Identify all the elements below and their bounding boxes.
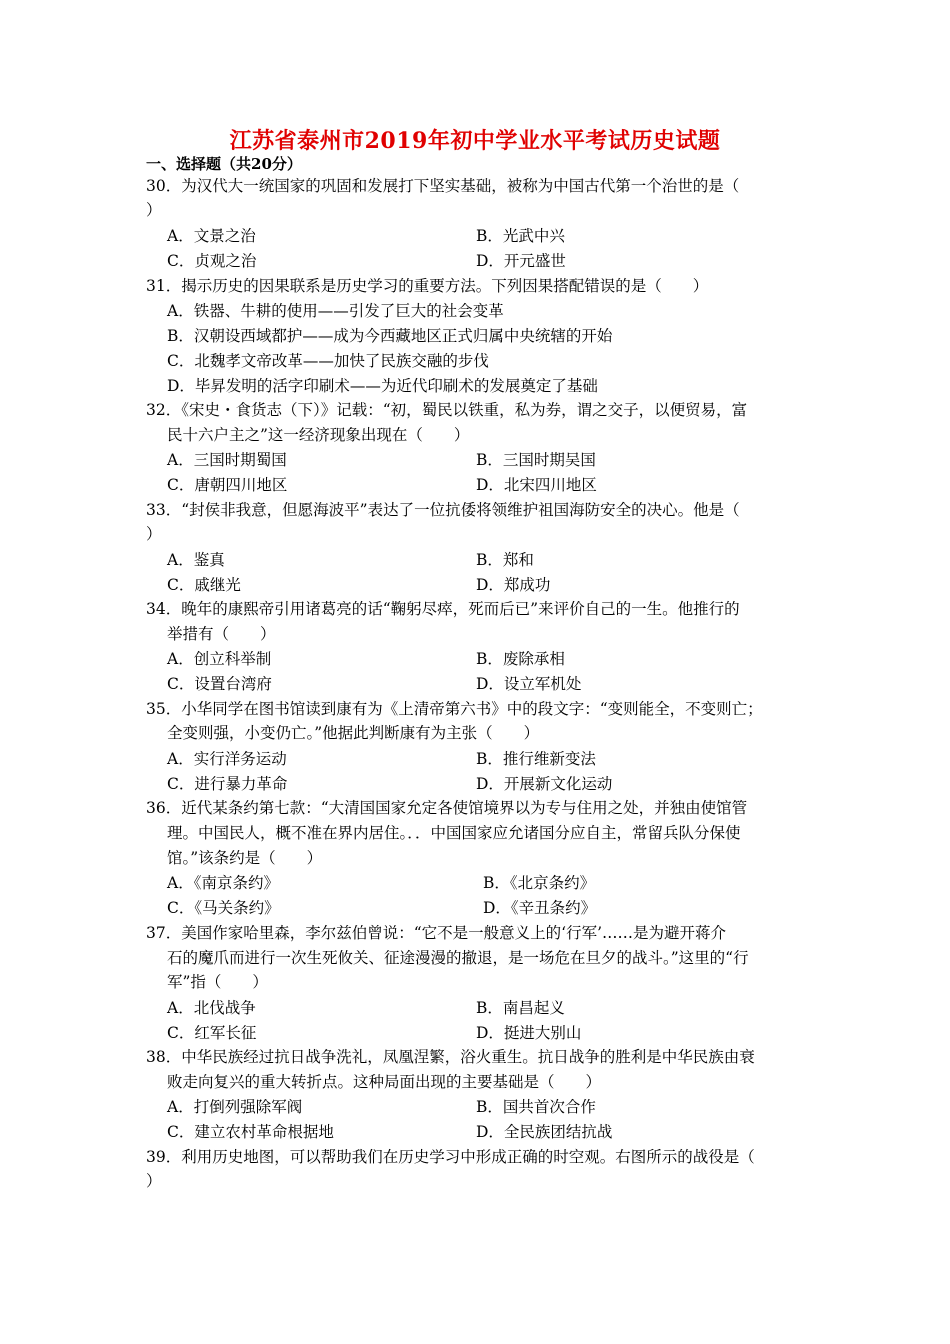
q32-option-b: B．三国时期吴国 [476, 451, 596, 469]
q38-option-d: D．全民族团结抗战 [476, 1123, 613, 1141]
q37-option-b: B．南昌起义 [476, 999, 565, 1017]
q32-option-d: D．北宋四川地区 [476, 476, 597, 494]
q34-option-b: B．废除承相 [476, 650, 565, 668]
q39-stem: 39．利用历史地图，可以帮助我们在历史学习中形成正确的时空观。右图所示的战役是（ [146, 1148, 755, 1166]
q32-stem-cont: 民十六户主之”这一经济现象出现在（ ） [167, 426, 470, 444]
q39-stem-cont: ） [146, 1172, 162, 1190]
q36-option-a: A．《南京条约》 [167, 874, 279, 892]
q31-option-c: C．北魏孝文帝改革——加快了民族交融的步伐 [167, 352, 489, 370]
q31-option-d: D．毕昇发明的活字印刷术——为近代印刷术的发展奠定了基础 [167, 377, 598, 395]
q35-option-a: A．实行洋务运动 [167, 750, 287, 768]
q34-option-c: C．设置台湾府 [167, 675, 272, 693]
q38-option-c: C．建立农村革命根据地 [167, 1123, 334, 1141]
q33-option-b: B．郑和 [476, 551, 534, 569]
q36-stem: 36．近代某条约第七款：“大清国国家允定各使馆境界以为专与住用之处，并独由使馆管 [146, 799, 748, 817]
q35-option-c: C．进行暴力革命 [167, 775, 288, 793]
q34-stem-cont: 举措有（ ） [167, 625, 276, 643]
q30-stem-cont: ） [146, 201, 162, 219]
q33-option-d: D．郑成功 [476, 576, 551, 594]
q38-stem: 38．中华民族经过抗日战争洗礼，凤凰涅繁，浴火重生。抗日战争的胜利是中华民族由衰 [146, 1048, 755, 1066]
q30-option-c: C．贞观之治 [167, 252, 257, 270]
q37-stem-cont2: 军”指（ ） [167, 973, 268, 991]
q33-stem-cont: ） [146, 525, 162, 543]
q32-option-c: C．唐朝四川地区 [167, 476, 288, 494]
q34-option-d: D．设立军机处 [476, 675, 582, 693]
q31-option-b: B．汉朝设西域都护——成为今西藏地区正式归属中央统辖的开始 [167, 327, 613, 345]
q35-option-d: D．开展新文化运动 [476, 775, 613, 793]
q30-stem: 30．为汉代大一统国家的巩固和发展打下坚实基础，被称为中国古代第一个治世的是（ [146, 177, 740, 195]
q35-option-b: B．推行维新变法 [476, 750, 596, 768]
section-heading: 一、选择题（共20分） [146, 155, 302, 173]
q36-option-c: C．《马关条约》 [167, 899, 280, 917]
q30-option-b: B．光武中兴 [476, 227, 565, 245]
q35-stem: 35．小华同学在图书馆读到康有为《上清帝第六书》中的段文字：“变则能全，不变则亡； [146, 700, 763, 718]
q36-option-b: B．《北京条约》 [483, 874, 596, 892]
q36-stem-cont2: 馆。”该条约是（ ） [167, 849, 323, 867]
q36-stem-cont: 理。中国民人，概不准在界内居住。．．中国国家应允诸国分应自主，常留兵队分保使 [167, 824, 741, 842]
q38-stem-cont: 败走向复兴的重大转折点。这种局面出现的主要基础是（ ） [167, 1073, 602, 1091]
q36-option-d: D．《辛丑条约》 [483, 899, 597, 917]
q31-option-a: A．铁器、牛耕的使用——引发了巨大的社会变革 [167, 302, 504, 320]
q37-option-d: D．挺进大别山 [476, 1024, 582, 1042]
q33-stem: 33．“封侯非我意，但愿海波平”表达了一位抗倭将领维护祖国海防安全的决心。他是（ [146, 501, 740, 519]
q35-stem-cont: 全变则强，小变仍亡。”他据此判断康有为主张（ ） [167, 724, 540, 742]
q30-option-d: D．开元盛世 [476, 252, 566, 270]
q30-option-a: A．文景之治 [167, 227, 256, 245]
q37-stem-cont: 石的魔爪而进行一次生死攸关、征途漫漫的撤退，是一场危在旦夕的战斗。”这里的“行 [167, 949, 749, 967]
q32-stem: 32．《宋史・食货志（下）》记载：“初，蜀民以铁重，私为券，谓之交子，以便贸易，富 [146, 401, 748, 419]
q38-option-b: B．国共首次合作 [476, 1098, 596, 1116]
q34-stem: 34．晚年的康熙帝引用诸葛亮的话“鞠躬尽瘁，死而后已”来评价自己的一生。他推行的 [146, 600, 740, 618]
q37-option-a: A．北伐战争 [167, 999, 256, 1017]
q37-option-c: C．红军长征 [167, 1024, 257, 1042]
q31-stem: 31．揭示历史的因果联系是历史学习的重要方法。下列因果搭配错误的是（ ） [146, 277, 709, 295]
q34-option-a: A．创立科举制 [167, 650, 272, 668]
q33-option-a: A．鉴真 [167, 551, 225, 569]
q37-stem: 37．美国作家哈里森，李尔兹伯曾说：“它不是一般意义上的‘行军’……是为避开蒋介 [146, 924, 727, 942]
exam-title: 江苏省泰州市2019年初中学业水平考试历史试题 [229, 128, 721, 154]
q33-option-c: C．戚继光 [167, 576, 241, 594]
q32-option-a: A．三国时期蜀国 [167, 451, 287, 469]
q38-option-a: A．打倒列强除军阀 [167, 1098, 303, 1116]
